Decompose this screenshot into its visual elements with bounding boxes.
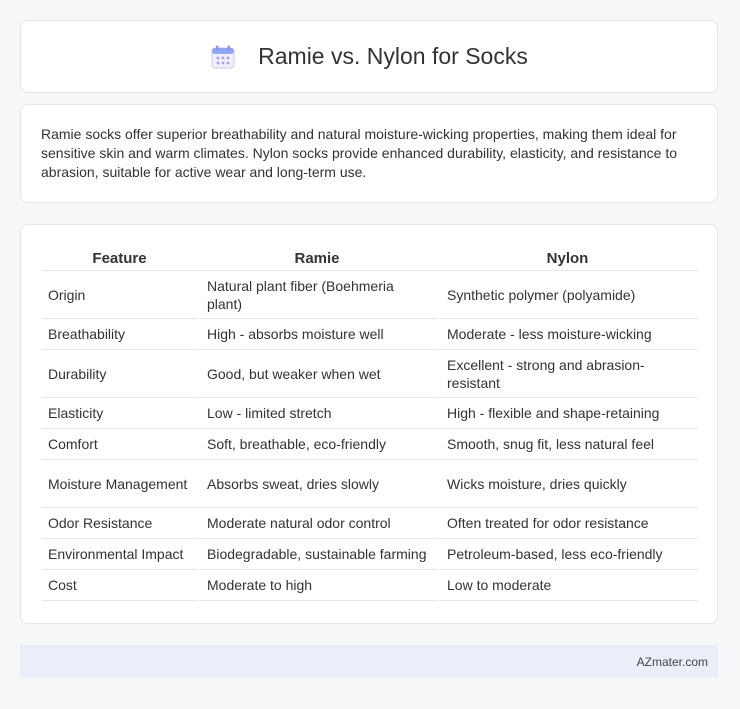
column-header-feature: Feature: [42, 245, 197, 271]
column-header-ramie: Ramie: [197, 245, 437, 271]
nylon-cell: Moderate - less moisture-wicking: [437, 319, 698, 350]
ramie-cell: Low - limited stretch: [197, 398, 437, 429]
column-header-nylon: Nylon: [437, 245, 698, 271]
table-header-row: [42, 245, 698, 271]
feature-cell: Odor Resistance: [42, 508, 197, 539]
nylon-cell: Synthetic polymer (polyamide): [437, 271, 698, 319]
feature-cell: Cost: [42, 570, 197, 601]
ramie-cell: Soft, breathable, eco-friendly: [197, 429, 437, 460]
table-row: [42, 398, 698, 429]
nylon-cell: High - flexible and shape-retaining: [437, 398, 698, 429]
feature-cell: Origin: [42, 271, 197, 319]
nylon-cell: Wicks moisture, dries quickly: [437, 460, 698, 508]
feature-cell: Comfort: [42, 429, 197, 460]
table-row: [42, 350, 698, 398]
ramie-cell: Biodegradable, sustainable farming: [197, 539, 437, 570]
ramie-cell: Moderate natural odor control: [197, 508, 437, 539]
page-title: Ramie vs. Nylon for Socks: [258, 43, 528, 69]
feature-cell: Environmental Impact: [42, 539, 197, 570]
nylon-cell: Excellent - strong and abrasion-resistant: [437, 350, 698, 398]
table-row: [42, 429, 698, 460]
calendar-icon: [210, 44, 236, 70]
feature-cell: Elasticity: [42, 398, 197, 429]
title-card: [20, 20, 718, 93]
ramie-cell: High - absorbs moisture well: [197, 319, 437, 350]
table-row: [42, 460, 698, 508]
feature-cell: Durability: [42, 350, 197, 398]
table-row: [42, 319, 698, 350]
comparison-table-card: [20, 224, 718, 624]
feature-cell: Moisture Management: [42, 460, 197, 508]
summary-text: Ramie socks offer superior breathability and natural moisture-wicking properties, making them ideal for sensitive skin and warm climates. Nylon socks provide enhanced durability, elasticity, and resistance to abrasion, suitable for active wear and long-term use.: [41, 126, 677, 180]
footer-brand-link[interactable]: AZmater.com: [636, 654, 708, 669]
footer: [20, 645, 718, 678]
ramie-cell: Absorbs sweat, dries slowly: [197, 460, 437, 508]
table-row: [42, 539, 698, 570]
table-row: [42, 508, 698, 539]
nylon-cell: Smooth, snug fit, less natural feel: [437, 429, 698, 460]
ramie-cell: Good, but weaker when wet: [197, 350, 437, 398]
nylon-cell: Petroleum-based, less eco-friendly: [437, 539, 698, 570]
table-row: [42, 271, 698, 319]
ramie-cell: Natural plant fiber (Boehmeria plant): [197, 271, 437, 319]
comparison-table: [42, 245, 698, 601]
table-row: [42, 570, 698, 601]
feature-cell: Breathability: [42, 319, 197, 350]
ramie-cell: Moderate to high: [197, 570, 437, 601]
nylon-cell: Low to moderate: [437, 570, 698, 601]
nylon-cell: Often treated for odor resistance: [437, 508, 698, 539]
summary-card: [20, 104, 718, 203]
